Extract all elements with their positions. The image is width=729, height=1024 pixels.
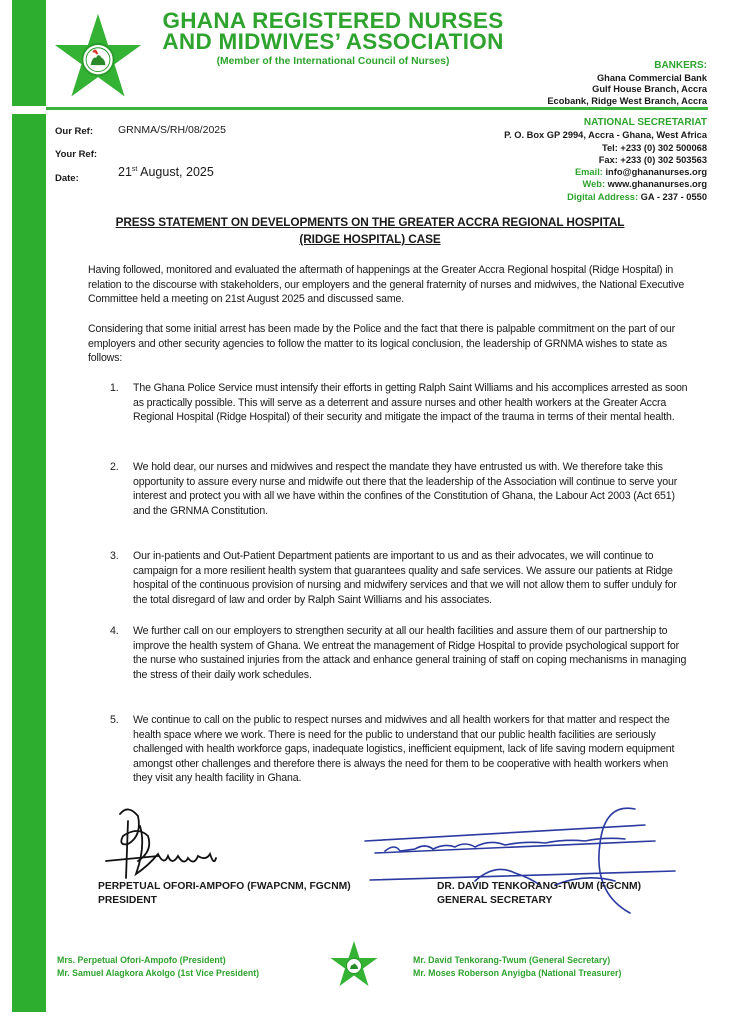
president-signature [98,806,258,881]
title-line2: (RIDGE HOSPITAL) CASE [299,232,441,246]
your-ref-label: Your Ref: [55,149,98,160]
president-signatory [98,880,351,908]
title-line1: PRESS STATEMENT ON DEVELOPMENTS ON THE GREATER ACCRA REGIONAL HOSPITAL [115,215,625,229]
digital-address-label: Digital Address: [567,191,639,202]
org-name-line2: AND MIDWIVES’ ASSOCIATION [162,29,504,54]
email-link[interactable]: info@ghananurses.org [605,167,707,178]
banker-line: Ghana Commercial Bank [596,72,707,83]
our-ref-value: GRNMA/S/RH/08/2025 [118,124,226,136]
list-text: We continue to call on the public to respect nurses and midwives and all health workers for that matter and respect the health space where we work. There is need for the public to understand that our public health facilities are seriously challenged with health workforce gaps, inadequate logistics, inefficient equipment, lack of life saving modern equipment amongst other challenges and therefore there is always the need for them to be cooperative with health workers when they visit any health facility in Ghana. [133,714,675,785]
left-green-bar [12,114,46,1012]
footer-officers-left [57,954,259,979]
email-label: Email: [574,167,603,178]
digital-address-line [504,191,707,203]
org-subtitle: (Member of the International Council of Nurses) [216,56,450,67]
context-paragraph: Considering that some initial arrest has been made by the Police and the fact that there is palpable commitment on the part of our employers and other security agencies to follow the matter to its logical conclusion, the leadership of GRNMA wishes to state as follows: [88,323,676,365]
list-number: 4. [110,625,119,637]
list-item [110,381,690,425]
web-line [504,178,707,190]
list-item [110,624,690,682]
bankers-heading: BANKERS: [654,60,707,71]
footer-officer: Mrs. Perpetual Ofori-Ampofo (President) [57,955,226,965]
banker-line: Ecobank, Ridge West Branch, Accra [547,95,707,106]
list-text: We further call on our employers to strengthen security at all our health facilities and assure them of our partnership to improve the health system of Ghana. We entreat the management of Ridge Hospital to provide psychological support for the nurse who sustained injuries from the attack and enhance general training of staff on coping mechanisms in managing the stress of their daily work schedules. [133,625,687,681]
date-label: Date: [55,173,79,184]
left-green-bar-top [12,0,46,106]
general-secretary-signatory [437,880,641,908]
date-suffix: st [131,166,138,173]
banker-line: Gulf House Branch, Accra [592,84,707,94]
fax: Fax: +233 (0) 302 503563 [598,154,707,165]
list-item [110,460,690,518]
intro-paragraph: Having followed, monitored and evaluated the aftermath of happenings at the Greater Accra Regional hospital (Ridge Hospital) in relation to the discourse with stakeholders, our employers and the general fraternity of nurses and midwives, the National Executive Committee held a meeting on 21st August 2025 and discussed same. [88,264,685,306]
star-emblem-icon [52,12,144,100]
president-name: PERPETUAL OFORI-AMPOFO (FWAPCNM, FGCNM) [98,881,351,892]
telephone: Tel: +233 (0) 302 500068 [601,142,707,153]
date-rest: August, 2025 [137,165,214,179]
postal-address: P. O. Box GP 2994, Accra - Ghana, West Africa [504,130,707,141]
footer-officer: Mr. Samuel Alagkora Akolgo (1st Vice President) [57,967,260,978]
president-title: PRESIDENT [98,895,157,906]
list-text: Our in-patients and Out-Patient Department patients are important to us and as their advocates, we will continue to campaign for a more resilient health system that guarantees quality and safe services. We assure our patients at Ridge hospital of the continuous provision of nursing and midwifery services and that we will not allow them to suffer unduly for the total disregard of law and order by Ralph Saint Williams and his associates. [133,550,677,606]
bankers-block [547,60,707,107]
footer-officer: Mr. David Tenkorang-Twum (General Secretary) [413,955,611,965]
general-secretary-name: DR. DAVID TENKORANG-TWUM (FGCNM) [437,881,642,892]
footer-officer: Mr. Moses Roberson Anyigba (National Treasurer) [413,967,622,978]
email-line [504,166,707,178]
list-number: 5. [110,714,119,726]
list-number: 3. [110,550,119,562]
footer-star-emblem-icon [329,940,379,988]
general-secretary-title: GENERAL SECRETARY [437,895,553,906]
list-text: The Ghana Police Service must intensify their efforts in getting Ralph Saint Williams and his accomplices arrested as soon as practically possible. This will serve as a deterrent and assure nurses and other health workers at the Greater Accra Regional Hospital (Ridge Hospital) of their security and mitigate the impact of the trauma in terms of their mental health. [133,382,688,424]
date-day: 21 [118,165,132,179]
header-divider [46,107,708,110]
list-number: 1. [110,382,119,394]
list-item [110,549,690,607]
digital-address: GA - 237 - 0550 [640,191,707,202]
secretariat-heading: NATIONAL SECRETARIAT [583,117,707,128]
footer-officers-right [413,954,621,979]
list-number: 2. [110,461,119,473]
web-link[interactable]: www.ghananurses.org [607,179,707,190]
org-name-line1: GHANA REGISTERED NURSES [162,8,504,33]
organization-name [148,10,518,52]
document-title [60,214,680,248]
secretariat-block [504,117,707,203]
our-ref-label: Our Ref: [55,126,93,137]
web-label: Web: [582,179,606,190]
list-item [110,713,690,786]
list-text: We hold dear, our nurses and midwives and respect the mandate they have entrusted us with. We therefore take this opportunity to assure every nurse and midwife out there that the leadership of the Association will continue to serve your interest and protect you with all we have within the confines of the Constitution of Ghana, the Labour Act 2003 (Act 651) and the GRNMA Constitution. [133,461,678,517]
date-value [118,165,214,179]
